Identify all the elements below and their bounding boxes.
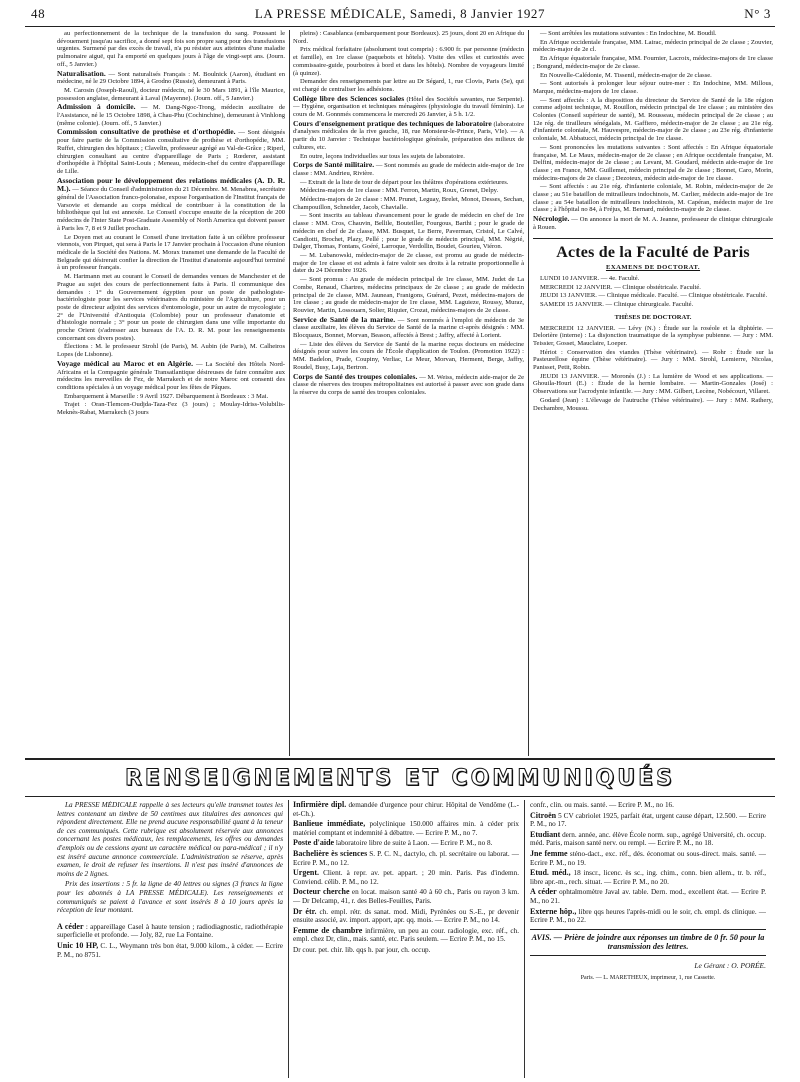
article-text: — La Société des Hôtels Nord-Africains et la Compagnie générale Transatlantique désireuses de faire connaître aux médecins les merveilles de Fez, de Marrakech et de notre Maroc ont consenti des conditions spéciales à un voyage médical pour les fêtes de Pâques. xyxy=(57,360,285,391)
article-text: M. Carosin (Joseph-Raoul), docteur médecin, né le 30 Mars 1891, à l'île Maurice, possession anglaise, demeurant à Laval (Mayenne). (Journ. off., 5 Janvier.) xyxy=(57,86,285,102)
ad-lead: Jne femme xyxy=(530,848,568,858)
article-text: — M. Dang-Ngoc-Trong, médecin auxiliaire de l'Assistance, né le 15 Octobre 1898, à Chau-Phu (Cochinchine), demeurant à Vinhlong (même colonie). (Journ. off., 5 Janvier.) xyxy=(57,104,285,127)
article-text: au perfectionnement de la technique de la transfusion du sang. Poussant le dévouement jusqu'au sacrifice, a donné sept fois son propre sang pour des transfusions urgentes. Surmené par des excès de travail, n'a pu résister aux atteintes d'une maladie pulmonaire aiguë, qui l'a emporté en quelques jours à l'âge de vingt-sept ans. (Journ. off., 5 Janvier.) xyxy=(57,30,285,68)
header-rule xyxy=(25,26,775,27)
article-paragraph xyxy=(57,401,285,416)
article-paragraph xyxy=(533,215,773,231)
page-number: 48 xyxy=(31,6,46,21)
article-text: — M. Lubanowski, médecin-major de 2e classe, est promu au grade de médecin-major de 1re classe et est admis à faire valoir ses droits à la retraite proportionnelle à dater du 24 Décembre 1926. xyxy=(293,251,524,275)
article-heading: Corps de Santé militaire. xyxy=(293,160,375,170)
ad-lead: A céder xyxy=(530,887,557,897)
article-text: En Nouvelle-Calédonie, M. Tissenil, médecin-major de 2e classe. xyxy=(540,71,712,79)
ad-lead: Unic 10 HP, xyxy=(57,940,99,950)
ad-lead: Etud. méd., xyxy=(530,868,571,878)
journal-title: LA PRESSE MÉDICALE, Samedi, 8 Janvier 1927 xyxy=(254,6,546,21)
classified-ad xyxy=(293,869,519,886)
classified-ad xyxy=(57,923,283,940)
article-paragraph xyxy=(533,144,773,183)
article-paragraph xyxy=(293,179,524,187)
ad-lead: Bachelière ès sciences xyxy=(293,848,368,858)
article-paragraph xyxy=(293,373,524,397)
article-text: Embarquement à Marseille : 9 Avril 1927. Débarquement à Bordeaux : 3 Mai. xyxy=(64,392,269,400)
intro-paragraph: Prix des insertions : 5 fr. la ligne de 40 lettres ou signes (3 francs la ligne pour les abonnés à LA PRESSE MÉDICALE). Les renseignements et communiqués se paient à l'avance et sont insérés 8 à 10 jours après la réception de leur montant. xyxy=(57,880,283,915)
article-text: Le Doyen met au courant le Conseil d'une invitation faite à un célèbre professeur viennois, von Pirquet, qui sera à Paris le 17 Janvier prochain à l'occasion d'une réunion médicale de la Société des Nations. M. Morax transmet une demande de la Faculté de Belgrade qui désirerait confier la direction de l'Institut d'anatomie aujourd'hui terminé à un professeur français. xyxy=(57,233,285,272)
column-divider xyxy=(289,30,290,756)
article-heading: Nécrologie. xyxy=(533,214,570,224)
article-paragraph xyxy=(533,183,773,214)
article-paragraph xyxy=(533,72,773,80)
classified-ad xyxy=(293,839,519,848)
ads-column-1 xyxy=(57,801,283,1081)
article-text: Trajet : Oran-Tlemcen-Oudjda-Taza-Fez (3 jours) ; Moulay-Idriss-Volubilis-Meknès-Rabat, Marrakech (3 jours xyxy=(57,401,285,417)
article-text: — Sont naturalisés Français : M. Boulnick (Aaron), étudiant en médecine, né le 29 Octobre 1894, à Grodno (Russie), demeurant à Paris. xyxy=(57,70,285,86)
article-heading: Corps de Santé des troupes coloniales. xyxy=(293,371,418,381)
section-rule xyxy=(25,758,775,760)
article-paragraph xyxy=(293,46,524,77)
classified-ad xyxy=(57,942,283,959)
article-text: — Sont affectés : au 21e rég. d'infanterie coloniale, M. Robin, médecin-major de 2e classe ; au 51e bataillon de mitrailleurs indochinois, M. Carlier, médecin aide-major de 1re classe ; au 54e bataillon de mitrailleurs indochinois, M. Capéran, médecin major de 1re classe ; à l'hôpital no 84, à Fréjus, M. Bernard, médecin-major de 2e classe. xyxy=(533,183,773,214)
article-paragraph xyxy=(293,153,524,161)
article-text: En Afrique équatoriale française, MM. Fournier, Lacroix, médecins-majors de 1re classe ; Bongrand, médecin-major de 2e classe. xyxy=(533,55,773,70)
classified-ad xyxy=(293,801,519,818)
article-paragraph xyxy=(57,128,285,175)
article-paragraph xyxy=(57,70,285,86)
article-paragraph xyxy=(293,276,524,315)
ad-text: en locat. maison santé 40 à 60 ch., Paris ou rayon 3 km. — Dr Delcamp, 41, r. des Belles-Feuilles, Paris. xyxy=(293,888,519,905)
article-paragraph xyxy=(57,234,285,273)
section-rule-bottom xyxy=(25,796,775,797)
ad-text: C. L., Weymann très bon état, 9.000 kilom., à céder. — Ecrire P. M., no 8751. xyxy=(57,941,283,959)
classified-ad xyxy=(293,888,519,905)
article-text: M. Hartmann met au courant le Conseil de demandes venues de Manchester et de Prague au sujet des cours de perfectionnement faits à Paris. Il communique des demandes : 1° du Gouvernement égyptien pour un poste de pathologiste-bactériologiste pour les services vétérinaires du ministère de l'Agriculture, pour un poste de directeur adjoint des services d'entomologie, pour un autre de mycologiste ; 2° de l'Université d'Antioquia (Colombie) pour un professeur d'anatomie et d'histologie normale ; 3° pour un poste de chirurgien dans une ville importante du proche Orient (s'adresser aux bureaux de l'A. D. R. M. pour les renseignements concernant ces divers postes). xyxy=(57,273,285,342)
ad-lead: Poste d'aide xyxy=(293,838,335,848)
ad-text: confr., clin. ou mais. santé. — Ecrire P. M., no 16. xyxy=(530,801,674,809)
ad-lead: Infirmière dipl. xyxy=(293,801,347,809)
article-heading: Naturalisation. xyxy=(57,68,106,78)
article-heading: Commission consultative de prothèse et d'orthopédie. xyxy=(57,127,236,137)
classified-ad xyxy=(530,850,766,867)
ad-text: dern. année, anc. élève École norm. sup., agrégé Université, ch. occup. méd. Paris, maison santé nerv. ou rempl. — Ecrire P. M., no 18. xyxy=(530,830,766,848)
article-paragraph xyxy=(293,95,524,119)
ad-lead: Docteur cherche xyxy=(293,887,350,897)
right-articles xyxy=(533,30,773,232)
ads-list xyxy=(530,801,766,925)
ad-text: demandée d'urgence pour chirur. Hôpital de Vendôme (L.-et-Ch.). xyxy=(293,801,519,818)
classified-ad xyxy=(293,946,519,955)
article-paragraph xyxy=(293,316,524,340)
article-paragraph xyxy=(533,97,773,143)
theses-list xyxy=(533,325,773,413)
classified-ad xyxy=(293,908,519,925)
ad-lead: Citroën xyxy=(530,810,557,820)
classified-ad xyxy=(530,812,766,829)
actes-entry: LUNDI 10 JANVIER. — 4e. Faculté. xyxy=(540,274,640,282)
column-divider xyxy=(528,30,529,756)
classified-ad xyxy=(530,888,766,905)
article-text: Prix médical forfaitaire (absolument tout compris) : 6.900 fr. par personne (médecin et famille), en 1re classe (paquebots et hôtels). Visite des villes et curiosités avec commissaire-guide, pourboires à bord et dans les hôtels). Nombre de voyageurs limité (à quinze). xyxy=(293,46,524,77)
exam-list xyxy=(533,275,773,309)
article-text: — Sont inscrits au tableau d'avancement pour le grade de médecin en chef de 1re classe : MM. Cros, Chauvin, Bellile, Bouteiller, Fourgous, Barthi ; pour le grade de médecin en chef de 2e classe, MM. Busquet, Le Berre, Paverman, Cristol, Le Calvé, Candiotti, Brochet, Plazy, Pellé ; pour le grade de médecin principal, MM. Nègrié, Dalger, Thomas, Fontans, Goéré, Larroque, Verdollin, Boudet, Gourieu, Viéron. xyxy=(293,212,524,251)
article-text: — Sont nommés au grade de médecin aide-major de 1re classe : MM. Andrieu, Rivière. xyxy=(293,162,524,177)
article-text: (laboratoire d'analyses médicales de la rive gauche, 18, rue Monsieur-le-Prince, Paris, VIe). — A partir du 10 Janvier : Technique bactériologique générale, préparation des milieux de cultures, etc. xyxy=(293,120,524,151)
article-text: — Sont affectés : A la disposition du directeur du Service de Santé de la 18e région comme adjoint technique, M. Rouillon, médecin principal de 1re classe ; au ministère des Colonies (Conseil supérieur de santé), M. Rousseau, médecin principal de 2e classe ; au 12e rég. de tirailleurs sénégalais, M. Gaffiero, médecin-major de 2e classe ; au 21e rég. d'infanterie coloniale, M. Hauvespre, médecin-major de 2e classe ; au 23e rég. d'infanterie coloniale, M. Abbatucci, médecin principal de 1re classe. xyxy=(533,96,773,143)
article-heading: Collège libre des Sciences sociales xyxy=(293,93,405,103)
ads-column-3 xyxy=(530,801,766,1081)
avis-notice: AVIS. — Prière de joindre aux réponses un timbre de 0 fr. 50 pour la transmission des lettres. xyxy=(530,929,766,956)
actes-box xyxy=(533,238,773,413)
ad-text: 18 inscr., licenc. ès sc., ing. chim., conn. bien allem., tr. b. réf., libre apr.-m., rech. situat. — Ecrire P. M., no 20. xyxy=(530,869,766,886)
right-column xyxy=(533,30,773,758)
classified-ad xyxy=(293,820,519,837)
ad-lead: Dr étr. xyxy=(293,906,317,916)
ad-lead: Femme de chambre xyxy=(293,925,363,935)
article-paragraph xyxy=(57,273,285,342)
article-paragraph xyxy=(293,212,524,251)
article-text: — Extrait de la liste de tour de départ pour les théâtres d'opérations extérieures. xyxy=(300,178,509,186)
ad-lead: Externe hôp., xyxy=(530,906,577,916)
ad-lead: A céder xyxy=(57,921,84,931)
article-text: — M. Weiss, médecin aide-major de 2e classe de réserves des troupes métropolitaines est autorisé à passer avec son grade dans la réserve du corps de santé des troupes coloniales. xyxy=(293,373,524,396)
ad-text: ophtalmomètre Javal av. table. Dern. mod., excellent état. — Ecrire P. M., no 21. xyxy=(530,888,766,905)
article-heading: Cours d'enseignement pratique des techniques de laboratoire xyxy=(293,118,492,128)
actes-entry: MERCREDI 12 JANVIER. — Lévy (N.) : Étude sur la roséole et la diphtérie. — Delorière (interne) : La disjonction traumatique de la symphyse pubienne. — Jury : MM. Teissier, Gosset, Mauclaire, Loeper. xyxy=(533,324,773,347)
renseignements-title: RENSEIGNEMENTS ET COMMUNIQUÉS xyxy=(124,766,675,791)
ad-text: : appareillage Casel à haute tension ; radiodiagnostic, radiothérapie superficielle et profonde. — Joly, 82, rue La Fontaine. xyxy=(57,922,283,940)
actes-entry: JEUDI 13 JANVIER. — Clinique médicale. Faculté. — Clinique obstétricale. Faculté. xyxy=(540,292,768,300)
article-paragraph xyxy=(57,177,285,233)
middle-column xyxy=(293,30,524,758)
article-heading: Admission à domicile. xyxy=(57,102,136,112)
ad-text: Dr cour. pet. chir. lib. qqs h. par jour, ch. occup. xyxy=(293,945,431,954)
article-paragraph xyxy=(293,78,524,93)
actes-entry: Godard (Jean) : L'élevage de l'autruche (Thèse vétérinaire). — Jury : MM. Rathery, Dechambre, Moussu. xyxy=(533,396,773,412)
article-paragraph xyxy=(57,30,285,69)
running-header xyxy=(25,6,775,26)
article-paragraph xyxy=(533,39,773,54)
article-heading: Association pour le développement des relations médicales (A. D. R. M.). xyxy=(57,175,285,194)
column-divider xyxy=(524,800,525,1078)
column-divider xyxy=(288,800,289,1078)
classified-ad xyxy=(530,831,766,848)
article-text: Médecins-majors de 1re classe : MM. Ferron, Martin, Roux, Grenet, Delpy. xyxy=(300,187,499,195)
article-text: Élections : M. le professeur Strohl (de Paris), M. Aubin (de Paris), M. Calheiros Lopes (de Lisbonne). xyxy=(57,343,285,359)
article-text: pleins) : Casablanca (embarquement pour Bordeaux). 25 jours, dont 20 en Afrique du Nord. xyxy=(293,30,524,45)
article-paragraph xyxy=(293,252,524,275)
article-paragraph xyxy=(57,103,285,127)
article-text: En Afrique occidentale française, MM. Lairac, médecin principal de 2e classe ; Zouvier, médecin-major de 2e cl. xyxy=(533,38,773,54)
left-column xyxy=(57,30,285,758)
article-text: — Sont désignés pour faire partie de la Commission consultative de prothèse et d'orthopédie, MM. Ruffet, chirurgien des hôpitaux ; Clavelin, professeur agrégé au Val-de-Grâce ; Riperl, chirurgien consultant au centre d'appareillage de Paris ; Rœderer, assistant d'orthopédie à l'hôpital Saint-Louis ; Meneau, médecin-chef du centre d'appareillage de Lille. xyxy=(57,129,285,175)
article-paragraph xyxy=(57,360,285,392)
article-text: — On annonce la mort de M. A. Jeanne, professeur de clinique chirurgicale à Rouen. xyxy=(533,216,773,231)
article-text: — Sont nommés à l'emploi de médecin de 3e classe auxiliaire, les élèves du Service de Santé de la marine ci-après désignés : MM. Blocquaux, Bonnet, Morvan, Beason, affectés à Brest ; Jaffry, affecté à Lorient. xyxy=(293,316,524,340)
article-text: — Sont autorisés à prolonger leur séjour outre-mer : En Indochine, MM. Millous, Marque, médecins-majors de 1re classe. xyxy=(533,80,773,95)
ad-text: libre qqs heures l'après-midi ou le soir, ch. empl. ds clinique. — Ecrire P. M., no 22. xyxy=(530,907,766,925)
article-paragraph xyxy=(293,187,524,195)
intro-paragraph: La PRESSE MÉDICALE rappelle à ses lecteurs qu'elle transmet toutes les lettres contenant un timbre de 50 centimes aux titulaires des annonces qui répondent directement. Elle ne prend aucune responsabilité quant à la teneur de ces communiqués. Cette rubrique est absolument réservée aux annonces concernant les postes médicaux, les remplacements, les offres ou demandes d'emplois ou de cessions ayant un caractère médical ou para-médical ; il n'y est inséré aucune annonce commerciale. L'administration se réserve, après examen, le droit de refuser les insertions. Il n'est pas inséré d'annonces de moins de 2 lignes. xyxy=(57,801,283,878)
article-heading: Service de Santé de la marine. xyxy=(293,314,396,324)
article-paragraph xyxy=(57,87,285,102)
ad-lead: Banlieue immédiate, xyxy=(293,819,366,829)
classified-ad xyxy=(530,908,766,925)
article-paragraph xyxy=(293,30,524,45)
issue-number: N° 3 xyxy=(744,6,771,21)
article-text: Médecins-majors de 2e classe : MM. Prunet, Leguay, Brelet, Monot, Desses, Sechan, Champouillon, Schneider, Jacob, Chavialle. xyxy=(293,196,524,211)
article-paragraph xyxy=(533,55,773,70)
article-paragraph xyxy=(293,120,524,152)
actes-title: Actes de la Faculté de Paris xyxy=(556,243,750,261)
article-paragraph xyxy=(533,30,773,38)
classified-ad xyxy=(530,869,766,886)
actes-entry: SAMEDI 15 JANVIER. — Clinique chirurgicale. Faculté. xyxy=(540,301,694,309)
ad-text: Client. à repr. av. pet. appart. ; 20 min. Paris. Pas d'indemn. Conviend. célib. P. M., no 12. xyxy=(293,869,519,886)
ad-text: sténo-dact., exc. réf., dés. économat ou sous-direct. mais. santé. — Ecrire P. M., no 19. xyxy=(530,849,766,867)
ad-text: infirmière, un peu au cour. radiologie, exc. réf., ch. empl. chez Dr, clin., mais. santé, etc. Paris seulem. — Ecrire P. M., no 15. xyxy=(293,926,519,944)
classified-ad xyxy=(293,850,519,867)
ads-list xyxy=(57,923,283,959)
article-text: — Sont prononcées les mutations suivantes : Sont affectés : En Afrique équatoriale française, M. Le Maux, médecin-major de 2e classe ; en Afrique occidentale française, M. Delfini, médecin-major de 2e classe ; au Levant, M. Goudard, médecin aide-major de 1re classe ; en France, MM. Guillemet, médecin principal de 2e classe ; Bonnet, Caro, Morin, médecins-majors de 2e classe ; Dezoteux, médecin aide-major de 1re classe. xyxy=(533,143,773,182)
actes-entry: JEUDI 13 JANVIER. — Moronès (J.) : La lumière de Wood et ses applications. — Ghouila-Houri (E.) : Étude de la hernie lombaire. — Martin-Gonzales (José) : Observations sur l'acrodynie infantile. — Jury : MM. Gilbert, Lecène, Nobécourt, Villaret. xyxy=(533,372,773,396)
actes-entry: Hériot : Conservation des viandes (Thèse vétérinaire). — Rohr : Étude sur la Pasteurellose équine (Thèse vétérinaire). — Jury : MM. Strohl, Lemierre, Nicolas, Panisset, Petit, Robin. xyxy=(533,348,773,372)
ads-column-2 xyxy=(293,801,519,1081)
article-heading: Voyage médical au Maroc et en Algérie. xyxy=(57,358,194,368)
article-paragraph xyxy=(293,196,524,211)
ad-lead: Urgent. xyxy=(293,868,319,878)
ad-text: 5 CV cabriolet 1925, parfait état, urgent cause départ, 12.500. — Ecrire P. M., no 17. xyxy=(530,811,766,829)
article-text: En outre, leçons individuelles sur tous les sujets de laboratoire. xyxy=(300,152,465,160)
article-text: — Liste des élèves du Service de Santé de la marine reçus docteurs en médecine désignés pour suivre les cours de l'École d'application de Toulon. (Promotion 1922) : MM. Badelon, Prade, Coupiny, Verliac, Le Meur, Morvan, Herment, Berge, Jaffry, Roudel, Busy, Laja, Bertron. xyxy=(293,340,524,371)
article-paragraph xyxy=(533,80,773,95)
article-paragraph xyxy=(293,341,524,372)
ad-text: ch. empl. rétr. ds sanat. mod. Midi, Pyrénées ou S.-E., pr devenir ensuite associé, av. import. apport, apr. qq. mois. — Ecrire P. M., no 14. xyxy=(293,907,519,925)
article-text: — Sont promus : Au grade de médecin principal de 1re classe, MM. Judet de La Combe, Renaud, Chartres, médecins principaux de 2e classe ; au grade de médecin principal de 2e classe, MM. Jaunean, Franigons, Guérard, Pezet, médecins-majors de 1re classe ; au grade de médecin-major de 1re classe, MM. Laguieze, Roussy, Muraz, Rouvier, Martin, Lossouarn, Solier, Riquier, Crozat, médecins-majors de 2e classe. xyxy=(293,276,524,314)
theses-heading: THÈSES DE DOCTORAT. xyxy=(614,313,692,321)
article-text: — Séance du Conseil d'administration du 21 Décembre. M. Menabrea, secrétaire général de l'Association franco-polonaise, expose l'organisation de l'Institut français de Varsovie et demande au corps médical de contribuer à la constitution de la bibliothèque qui lui est annexée. Le Conseil s'occupe ensuite de la réception de 200 médecins de l'Inter State Post-Graduate Assembly of North America qui doivent passer à Paris les 7, 8 et 9 Juillet prochain. xyxy=(57,186,285,232)
article-paragraph xyxy=(57,393,285,401)
article-text: Demander des renseignements par lettre au Dr Ségard, 1, rue Clovis, Paris (5e), qui est chargé de centraliser les adhésions. xyxy=(293,78,524,93)
ad-lead: Etudiant xyxy=(530,829,561,839)
actes-entry: MERCREDI 12 JANVIER. — Clinique obstétricale. Faculté. xyxy=(540,283,701,291)
ad-text: S. P. C. N., dactylo, ch. pl. secrétaire ou laborat. — Ecrire P. M., no 12. xyxy=(293,849,519,867)
article-text: — Sont arrêtées les mutations suivantes : En Indochine, M. Boudil. xyxy=(540,30,717,37)
exams-heading: EXAMENS DE DOCTORAT. xyxy=(605,264,701,272)
classified-ad xyxy=(293,927,519,944)
article-text: (Hôtel des Sociétés savantes, rue Serpente). — Hygiène, organisation et techniques ménagères (physiologie du travail féminin). Le cours de M. Gonnmés commencera le mercredi 26 Janvier, à 5 h. 1/2. xyxy=(293,95,524,119)
article-paragraph xyxy=(293,161,524,177)
printer-line: Paris. — L. MARETHEUX, imprimeur, 1, rue Cassette. xyxy=(580,975,716,982)
ad-text: laboratoire libre de suite à Laon. — Ecrire P. M., no 8. xyxy=(334,839,493,848)
classified-ad xyxy=(530,801,766,810)
article-paragraph xyxy=(57,343,285,358)
ad-text: polyclinique 150.000 affaires min. à céder prix matériel comptant et indemnité à débattre. — Ecrire P. M., no 7. xyxy=(293,820,519,837)
gerant-signature: Le Gérant : O. PORÉE. xyxy=(694,960,766,970)
